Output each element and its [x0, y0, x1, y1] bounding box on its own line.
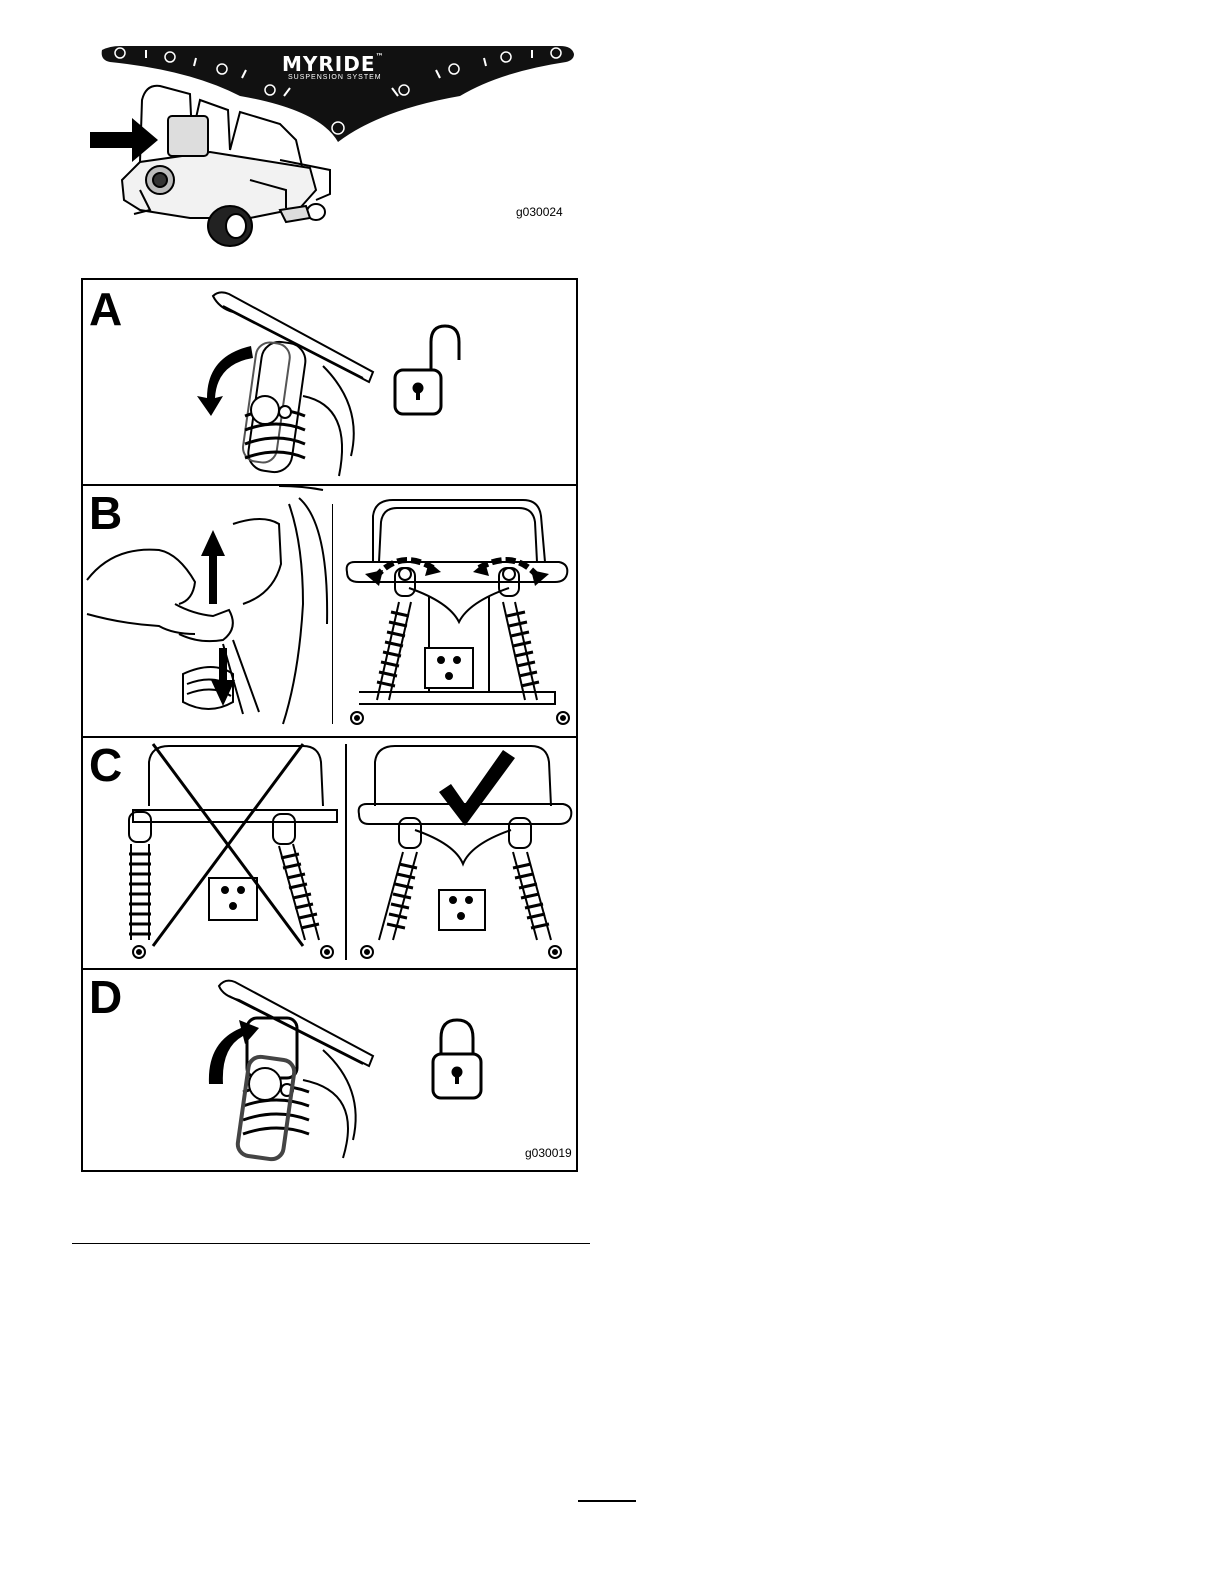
footer-rule: [578, 1500, 636, 1502]
seat-incorrect-drawing: [123, 740, 345, 966]
panel-letter: A: [89, 283, 123, 335]
figure-code-top: g030024: [516, 205, 563, 219]
panel-a: [83, 280, 576, 486]
logo-subtitle: SUSPENSION SYSTEM: [288, 74, 382, 81]
panel-letter: D: [89, 971, 123, 1023]
section-divider: [72, 1243, 590, 1244]
panel-b: [83, 484, 576, 738]
logo-text: MYRIDE™: [282, 52, 385, 76]
panel-d: [83, 968, 576, 1170]
seat-springs-adjust-drawing: [339, 492, 575, 732]
arrow-icon: [90, 118, 158, 162]
panel-divider: [345, 744, 347, 960]
locked-padlock-icon: [427, 1012, 487, 1102]
unlocked-padlock-icon: [395, 326, 459, 414]
top-figure: [80, 40, 590, 255]
panel-c: [83, 736, 576, 970]
panel-letter: C: [89, 739, 123, 791]
figure-code-steps: g030019: [525, 1146, 572, 1160]
steps-figure: [81, 278, 578, 1172]
hand-adjust-drawing: [83, 484, 333, 734]
seat-correct-drawing: [355, 740, 575, 966]
seat-latch-open-drawing: [193, 286, 573, 480]
checkmark-icon: [439, 750, 515, 826]
panel-letter: B: [89, 487, 123, 539]
